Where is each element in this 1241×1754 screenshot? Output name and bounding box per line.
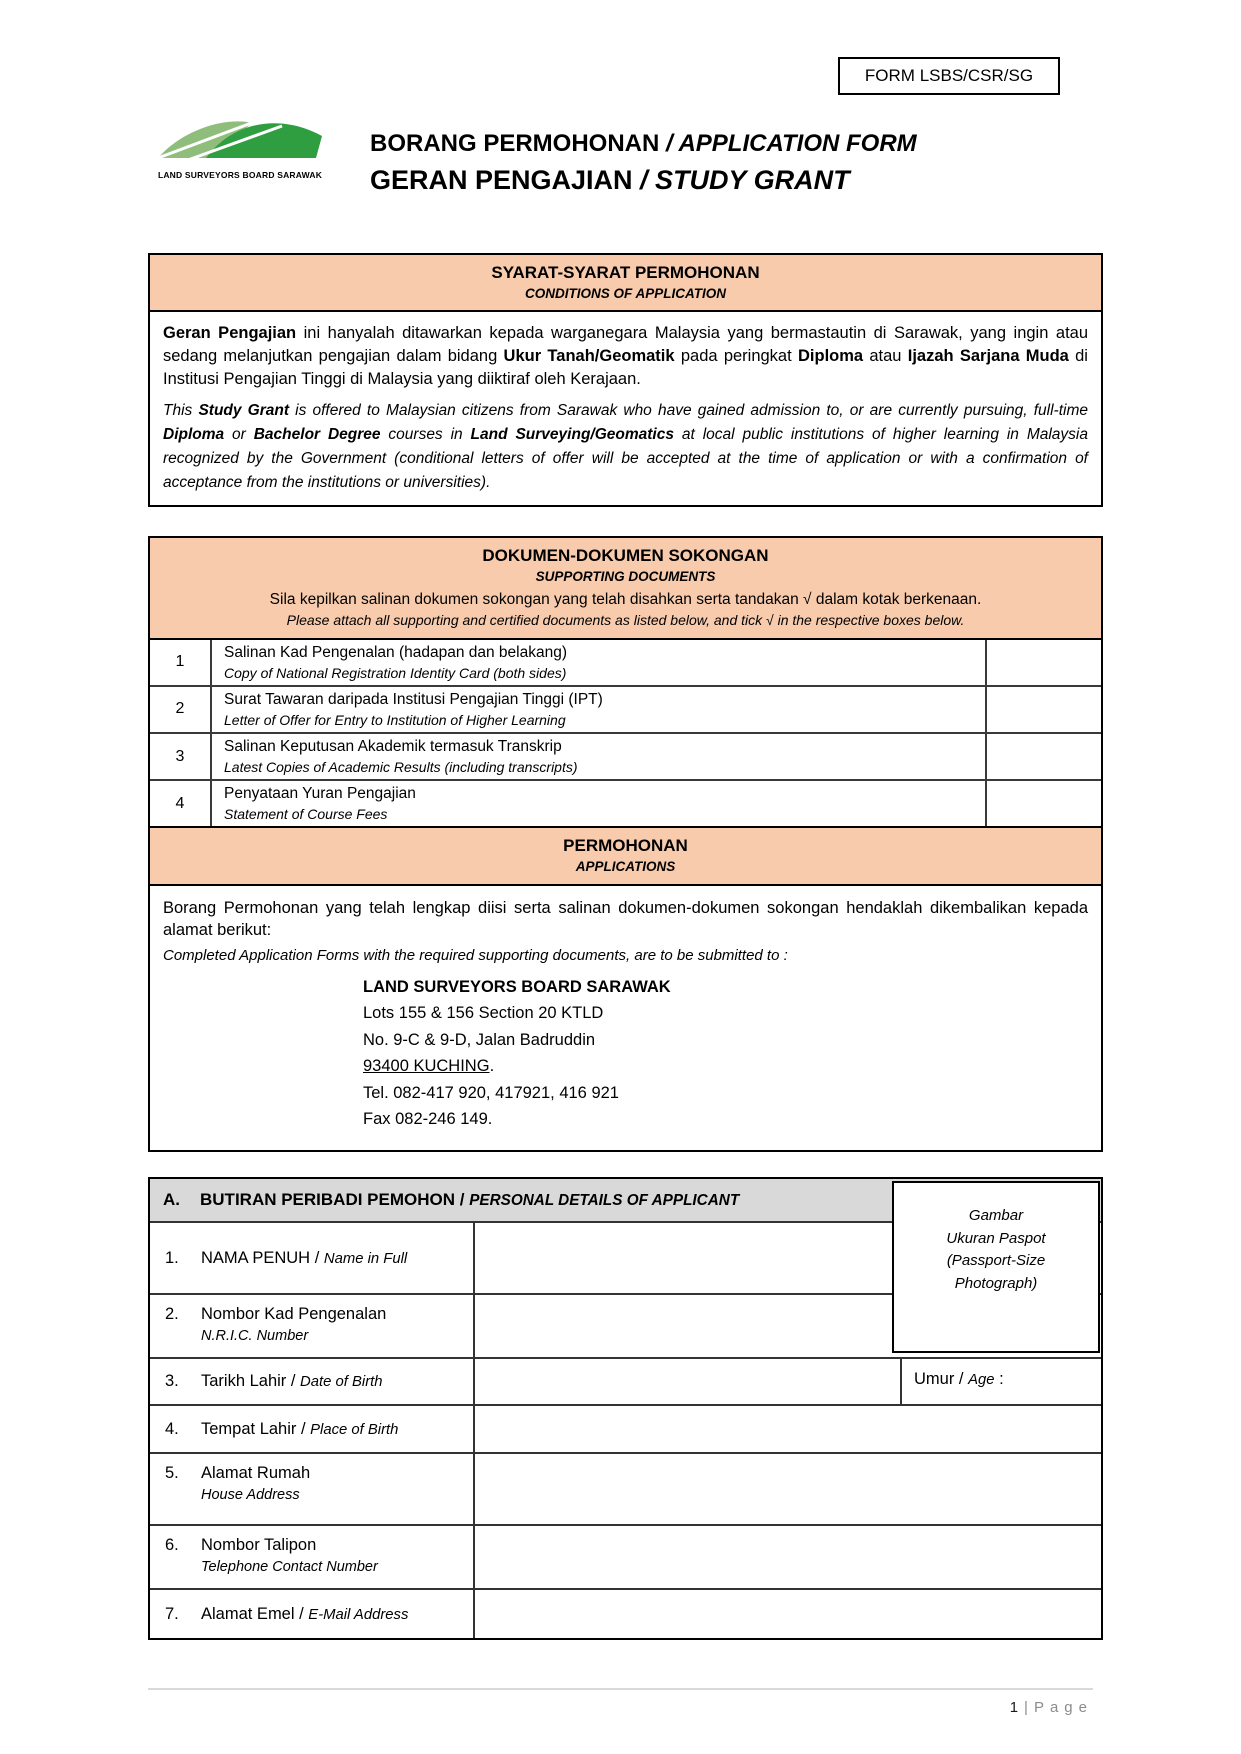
- field-number: 1.: [165, 1248, 179, 1267]
- conditions-paragraph-my: Geran Pengajian ini hanyalah ditawarkan kepada warganegara Malaysia yang bermastautin di Sarawak, yang ingin atau sedang melanjutkan pengajian dalam bidang Ukur Tanah/Geomatik pada peringkat Diploma atau Ijazah Sarjana Muda di Institusi Pengajian Tinggi di Malaysia yang diiktiraf oleh Kerajaan.: [163, 324, 1089, 388]
- section-a-letter: A.: [163, 1190, 180, 1209]
- field-label-text: Tarikh Lahir / Date of Birth: [201, 1372, 383, 1390]
- field-label-text: Tempat Lahir / Place of Birth: [201, 1419, 399, 1438]
- page-label: Page: [1033, 1699, 1093, 1716]
- address-phone: Tel. 082-417 920, 417921, 416 921: [363, 1083, 619, 1102]
- applications-header-my: PERMOHONAN: [563, 836, 688, 856]
- brand-block: [150, 114, 330, 180]
- age-label-cell[interactable]: [902, 1359, 1101, 1404]
- field-label-text: Alamat Emel / E-Mail Address: [201, 1604, 409, 1623]
- document-row-number: 1: [150, 640, 212, 685]
- address-line: No. 9-C & 9-D, Jalan Badruddin: [363, 1030, 596, 1049]
- conditions-paragraph-en: This Study Grant is offered to Malaysian citizens from Sarawak who have gained admission to, or are currently pursuing, full-time Diploma or Bachelor Degree courses in Land Surveying/Geomatics at local public institutions of higher learning in Malaysia recognized by the Government (conditional letters of offer will be accepted at the time of application or with a confirmation of acceptance from the institutions or universities).: [163, 401, 1088, 491]
- field-label-en: N.R.I.C. Number: [201, 1328, 309, 1344]
- field-row-pob: [150, 1404, 1101, 1452]
- tick-box-cell[interactable]: [985, 640, 1101, 685]
- field-number: 4.: [165, 1419, 179, 1438]
- applications-header: [150, 826, 1101, 885]
- age-label: Umur / Age :: [914, 1370, 1004, 1388]
- document-row-number: 4: [150, 781, 212, 826]
- form-title-line-1: BORANG PERMOHONAN / APPLICATION FORM: [370, 130, 917, 157]
- footer-separator: |: [1024, 1699, 1028, 1716]
- document-desc-my: Surat Tawaran daripada Institusi Pengajian Tinggi (IPT): [224, 690, 603, 708]
- document-desc-my: Penyataan Yuran Pengajian: [224, 785, 416, 803]
- field-number: 6.: [165, 1536, 179, 1554]
- field-label: [150, 1359, 475, 1404]
- documents-note-my: Sila kepilkan salinan dokumen sokongan yang telah disahkan serta tandakan √ dalam kotak berkenaan.: [269, 591, 982, 609]
- field-label: [150, 1526, 475, 1588]
- telephone-input-cell[interactable]: [475, 1526, 1101, 1588]
- field-row-dob: [150, 1357, 1101, 1404]
- field-label-en: House Address: [201, 1487, 300, 1503]
- conditions-header: [150, 255, 1101, 312]
- photo-box-line: (Passport-Size: [946, 1252, 1046, 1269]
- field-number: 5.: [165, 1464, 179, 1482]
- applications-header-en: APPLICATIONS: [575, 859, 676, 875]
- page-number: 1: [1009, 1699, 1019, 1716]
- field-label-text: NAMA PENUH / Name in Full: [201, 1248, 408, 1267]
- field-number: 7.: [165, 1604, 179, 1623]
- field-row-email: [150, 1588, 1101, 1638]
- field-number: 2.: [165, 1305, 179, 1323]
- documents-header-my: DOKUMEN-DOKUMEN SOKONGAN: [482, 546, 769, 565]
- field-label: [150, 1406, 475, 1452]
- title-block: [370, 130, 917, 196]
- tick-box-cell[interactable]: [985, 687, 1101, 732]
- conditions-body: [150, 312, 1101, 504]
- logo-caption: LAND SURVEYORS BOARD SARAWAK: [157, 170, 323, 180]
- address-block: [363, 974, 1088, 1132]
- document-row: [150, 640, 1101, 685]
- document-desc-en: Letter of Offer for Entry to Institution of Higher Learning: [224, 711, 566, 728]
- conditions-header-my: SYARAT-SYARAT PERMOHONAN: [491, 263, 760, 282]
- document-row-description: [212, 734, 985, 779]
- address-line: Lots 155 & 156 Section 20 KTLD: [363, 1004, 604, 1023]
- pob-input-cell[interactable]: [475, 1406, 1101, 1452]
- field-label-en: Telephone Contact Number: [201, 1559, 378, 1575]
- document-row: [150, 779, 1101, 826]
- form-code-text: FORM LSBS/CSR/SG: [864, 66, 1034, 85]
- document-row-number: 2: [150, 687, 212, 732]
- lsbs-logo-icon: [154, 151, 326, 168]
- personal-details-section: [148, 1177, 1103, 1640]
- documents-section: [148, 536, 1103, 1152]
- field-label-my: Nombor Talipon: [201, 1536, 317, 1554]
- address-fax: Fax 082-246 149.: [363, 1109, 493, 1128]
- photo-box-line: Gambar: [968, 1207, 1024, 1224]
- document-desc-en: Latest Copies of Academic Results (including transcripts): [224, 758, 578, 775]
- document-row-number: 3: [150, 734, 212, 779]
- form-title-line-2: GERAN PENGAJIAN / STUDY GRANT: [370, 164, 850, 195]
- form-code-box: [838, 57, 1060, 95]
- document-row-description: [212, 781, 985, 826]
- house-address-input-cell[interactable]: [475, 1454, 1101, 1524]
- tick-box-cell[interactable]: [985, 734, 1101, 779]
- field-label: [150, 1590, 475, 1638]
- page-footer: [148, 1688, 1093, 1716]
- applications-paragraph-en: Completed Application Forms with the required supporting documents, are to be submitted to :: [163, 947, 788, 965]
- documents-header: [150, 538, 1101, 640]
- dob-input-cell[interactable]: [475, 1359, 902, 1404]
- field-label-my: Alamat Rumah: [201, 1464, 311, 1482]
- photo-box[interactable]: [892, 1181, 1100, 1353]
- document-desc-en: Statement of Course Fees: [224, 806, 388, 822]
- address-line: 93400 KUCHING.: [363, 1057, 495, 1076]
- email-input-cell[interactable]: [475, 1590, 1101, 1638]
- document-desc-my: Salinan Kad Pengenalan (hadapan dan belakang): [224, 643, 568, 661]
- field-label: [150, 1223, 475, 1293]
- applications-paragraph-my: Borang Permohonan yang telah lengkap diisi serta salinan dokumen-dokumen sokongan hendaklah dikembalikan kepada alamat berikut:: [163, 898, 1088, 940]
- document-row: [150, 732, 1101, 779]
- section-a-title: BUTIRAN PERIBADI PEMOHON / PERSONAL DETAILS OF APPLICANT: [200, 1190, 740, 1209]
- documents-header-en: SUPPORTING DOCUMENTS: [535, 569, 716, 585]
- document-row-description: [212, 640, 985, 685]
- field-label: [150, 1295, 475, 1357]
- tick-box-cell[interactable]: [985, 781, 1101, 826]
- field-label-my: Nombor Kad Pengenalan: [201, 1305, 387, 1323]
- field-label: [150, 1454, 475, 1524]
- photo-box-line: Photograph): [954, 1274, 1038, 1292]
- photo-box-line: Ukuran Paspot: [946, 1229, 1046, 1247]
- document-desc-my: Salinan Keputusan Akademik termasuk Transkrip: [224, 737, 562, 755]
- field-number: 3.: [165, 1372, 179, 1390]
- address-name: LAND SURVEYORS BOARD SARAWAK: [363, 977, 671, 996]
- applications-body: [150, 886, 1101, 1151]
- conditions-header-en: CONDITIONS OF APPLICATION: [525, 286, 726, 302]
- field-row-house-address: [150, 1452, 1101, 1524]
- document-row: [150, 685, 1101, 732]
- conditions-section: [148, 253, 1103, 507]
- documents-note-en: Please attach all supporting and certified documents as listed below, and tick √ in the respective boxes below.: [286, 612, 965, 629]
- field-row-telephone: [150, 1524, 1101, 1588]
- document-row-description: [212, 687, 985, 732]
- document-desc-en: Copy of National Registration Identity Card (both sides): [224, 664, 567, 681]
